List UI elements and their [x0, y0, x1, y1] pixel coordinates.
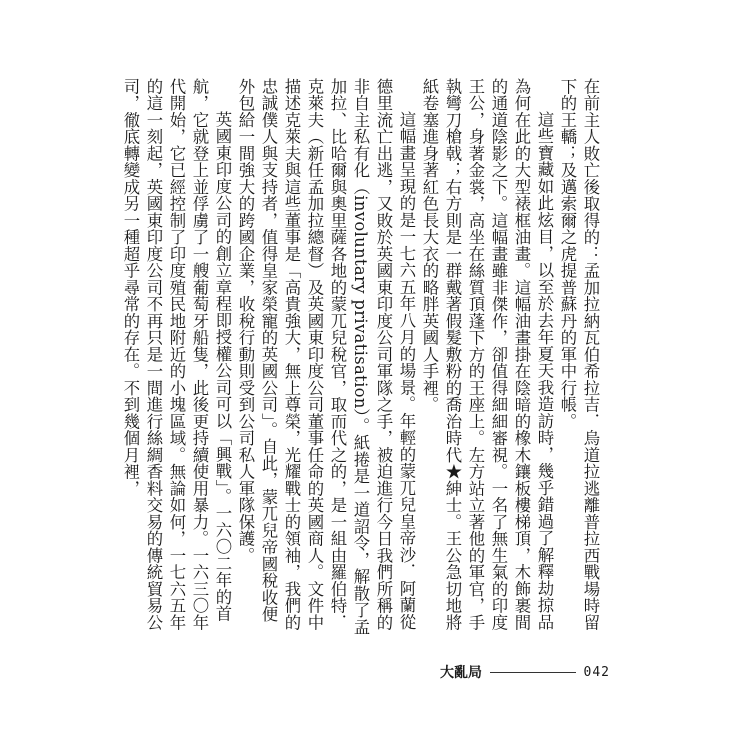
- body-text: [121, 78, 602, 638]
- page-footer: [440, 662, 610, 682]
- page-number: 042: [583, 664, 610, 680]
- paragraph-3: 這幅畫呈現的是一七六五年八月的場景。年輕的蒙兀兒皇帝沙．阿蘭從德里流亡出逃，又敗於英國東印度公司軍隊之手，被迫進行今日我們所稱的非自主私有化（involuntary privatisation）。紙捲是一道詔令，解散了孟加拉、比哈爾與奧里薩各地的蒙兀兒稅官，取而代之的，是一組由羅伯特．克萊夫（新任孟加拉總督）及英國東印度公司董事任命的英國商人。文件中描述克萊夫與這些董事是「高貴強大，無上尊榮，光耀戰士的領袖，我們的忠誠僕人與支持者，值得皇家榮寵的英國公司」。自此，蒙兀兒帝國稅收便外包給一間強大的跨國企業，收稅行動則受到公司私人軍隊保護。: [236, 78, 416, 636]
- paragraph-4: 英國東印度公司的創立章程即授權公司可以「興戰」。一六〇二年的首航，它就登上並俘虜了一艘葡萄牙船隻，此後更持續使用暴力。一六三〇年代開始，它已經控制了印度殖民地附近的小塊區域。無論如何，一七六五年的這一刻起，英國東印度公司不再只是一間進行絲綢香料交易的傳統貿易公司，徹底轉變成另一種超乎尋常的存在。不到幾個月裡，: [121, 78, 232, 631]
- paragraph-1: 在前主人敗亡後取得的：孟加拉納瓦伯希拉吉．烏道拉逃離普拉西戰場時留下的王轎；及邁索爾之虎提普蘇丹的軍中行帳。: [558, 78, 600, 631]
- paragraph-2: 這些寶藏如此炫目，以至於去年夏天我造訪時，幾乎錯過了解釋劫掠品為何在此的大型裱框油畫。這幅油畫掛在陰暗的橡木鑲板樓梯頂，木飾裹間的通道陰影之下。這幅畫雖非傑作，卻值得細細審視。一名了無生氣的印度王公，身著金裳，高坐在絲質頂蓬下方的王座上。左方站立著他的軍官，手執彎刀槍戟；右方則是一群戴著假髮敷粉的喬治時代★紳士。王公急切地將紙卷塞進身著紅色長大衣的略胖英國人手裡。: [420, 78, 554, 631]
- book-title: 大亂局: [440, 665, 482, 681]
- footer-rule: [490, 672, 576, 673]
